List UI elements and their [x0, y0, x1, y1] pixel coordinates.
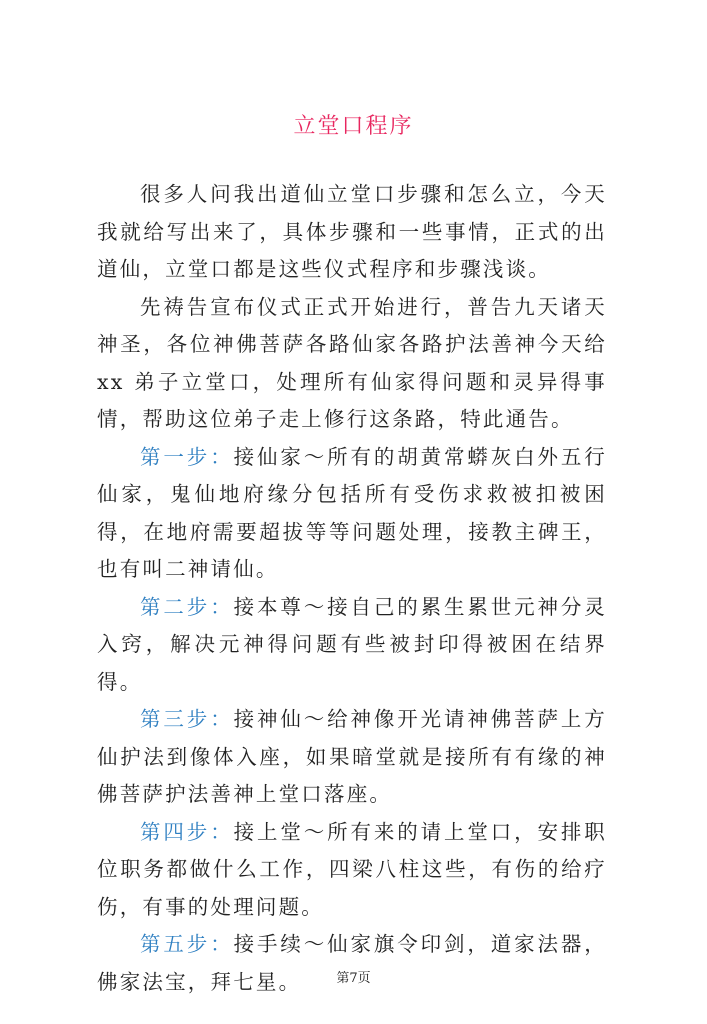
step-text-1: 接仙家～所有的胡黄常蟒灰白外五行仙家，鬼仙地府缘分包括所有受伤求救被扣被困得，在地府需要超拔等等问题处理，接教主碑王，也有叫二神请仙。	[97, 444, 607, 581]
intro-paragraph-2: 先祷告宣布仪式正式开始进行，普告九天诸天神圣，各位神佛菩萨各路仙家各路护法善神今天给 xx 弟子立堂口，处理所有仙家得问题和灵异得事情，帮助这位弟子走上修行这条路，特此通告。	[97, 294, 607, 431]
step-text-5: 接手续～仙家旗令印剑，道家法器，佛家法宝，拜七星。	[97, 932, 607, 994]
step-text-2: 接本尊～接自己的累生累世元神分灵入窍，解决元神得问题有些被封印得被困在结界得。	[97, 594, 607, 694]
step-paragraph-2	[97, 589, 607, 702]
step-paragraph-5	[97, 926, 607, 1001]
intro-paragraph-1: 很多人问我出道仙立堂口步骤和怎么立，今天我就给写出来了，具体步骤和一些事情，正式的出道仙，立堂口都是这些仪式程序和步骤浅谈。	[97, 182, 607, 281]
step-label-5: 第五步：	[140, 932, 234, 956]
step-label-1: 第一步：	[140, 444, 234, 469]
page-title: 立堂口程序	[293, 114, 414, 139]
page-number: 第7页	[336, 971, 371, 986]
step-paragraph-1	[97, 439, 607, 589]
step-text-4: 接上堂～所有来的请上堂口，安排职位职务都做什么工作，四梁八柱这些，有伤的给疗伤，有事的处理问题。	[97, 819, 607, 919]
document-body	[97, 176, 607, 1001]
step-paragraph-4	[97, 814, 607, 927]
step-label-2: 第二步：	[140, 594, 234, 619]
step-text-3: 接神仙～给神像开光请神佛菩萨上方仙护法到像体入座，如果暗堂就是接所有有缘的神佛菩萨护法善神上堂口落座。	[97, 707, 607, 806]
step-label-3: 第三步：	[140, 707, 234, 731]
step-paragraph-3	[97, 701, 607, 814]
step-label-4: 第四步：	[140, 819, 234, 844]
